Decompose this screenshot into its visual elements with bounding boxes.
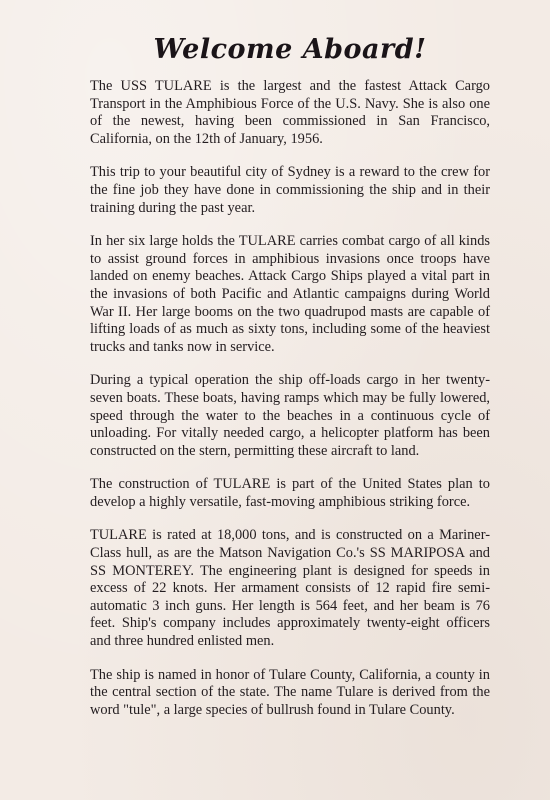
page-title: Welcome Aboard! [153, 34, 427, 65]
paragraph-cargo-holds: In her six large holds the TULARE carries combat cargo of all kinds to assist ground forces in amphibious invasions once troops have landed on enemy beaches. Attack Cargo Ships played a vital part in the invasions of both Pacific and Atlantic campaigns during World War II. Her large booms on the two quadrupod masts are capable of lifting loads of as much as sixty tons, including some of the heaviest trucks and tanks now in service. [90, 233, 490, 355]
paragraph-intro: The USS TULARE is the largest and the fastest Attack Cargo Transport in the Amphibious Force of the U.S. Navy. She is also one of the newest, having been commissioned in San Francisco, California, on the 12th of January, 1956. [90, 78, 490, 147]
paragraph-operation: During a typical operation the ship off-loads cargo in her twenty-seven boats. These boats, having ramps which may be fully lowered, speed through the water to the beaches in a continuous cycle of unloading. For vitally needed cargo, a helicopter platform has been constructed on the stern, permitting these aircraft to land. [90, 372, 490, 459]
paragraph-construction: The construction of TULARE is part of the United States plan to develop a highly versatile, fast-moving amphibious striking force. [90, 476, 490, 510]
paragraph-name-origin: The ship is named in honor of Tulare County, California, a county in the central section of the state. The name Tulare is derived from the word "tule", a large species of bullrush found in Tulare County. [90, 666, 490, 718]
paragraph-sydney-trip: This trip to your beautiful city of Sydney is a reward to the crew for the fine job they have done in commissioning the ship and in their training during the past year. [90, 164, 490, 216]
paragraph-specifications: TULARE is rated at 18,000 tons, and is constructed on a Mariner-Class hull, as are the Matson Navigation Co.'s SS MARIPOSA and SS MONTEREY. The engineering plant is designed for speeds in excess of 22 knots. Her armament consists of 12 rapid fire semi-automatic 3 inch guns. Her length is 564 feet, and her beam is 76 feet. Ship's company includes approximately twenty-eight officers and three hundred enlisted men. [90, 527, 490, 650]
